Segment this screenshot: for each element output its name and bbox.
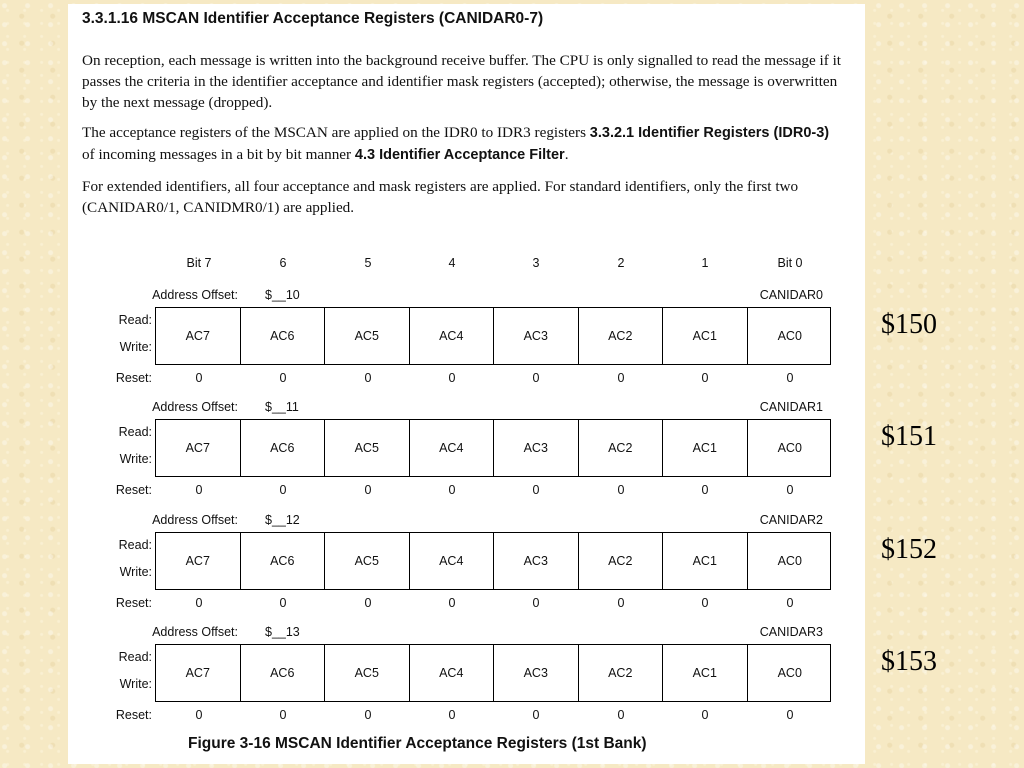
register-address: $150 (881, 309, 937, 340)
bit-cell: AC7 (156, 645, 241, 701)
address-offset-label: Address Offset: (152, 288, 238, 302)
extended-identifiers-paragraph: For extended identifiers, all four acceptance and mask registers are applied. For standard identifiers, only the first two (CANIDAR0/1, CANIDMR0/1) are applied. (82, 178, 799, 216)
register-name: CANIDAR3 (759, 625, 823, 639)
reset-value: 0 (195, 596, 203, 610)
write-label: Write: (119, 565, 152, 579)
bit-cell: AC5 (325, 420, 410, 476)
reset-value: 0 (279, 596, 287, 610)
bit-cell: AC5 (325, 308, 410, 364)
reset-label: Reset: (115, 596, 152, 610)
address-offset-value: $__11 (265, 400, 299, 414)
reset-value: 0 (279, 708, 287, 722)
reset-value: 0 (786, 596, 794, 610)
register-address: $152 (881, 534, 937, 565)
reset-label: Reset: (115, 371, 152, 385)
reset-value: 0 (448, 483, 456, 497)
write-label: Write: (119, 340, 152, 354)
address-offset-label: Address Offset: (152, 400, 238, 414)
bit-cell: AC3 (494, 420, 579, 476)
filter-reference: 4.3 Identifier Acceptance Filter (354, 147, 565, 163)
bit-header: 2 (617, 256, 625, 270)
address-offset-value: $__12 (265, 513, 300, 527)
reset-value: 0 (364, 708, 372, 722)
bit-cell: AC1 (663, 533, 748, 589)
reset-value: 0 (279, 483, 287, 497)
bit-cell: AC7 (156, 308, 241, 364)
bit-header: 1 (701, 256, 709, 270)
reset-value: 0 (617, 371, 625, 385)
bit-cell: AC6 (241, 308, 326, 364)
address-offset-value: $__13 (265, 625, 300, 639)
bit-cell: AC0 (777, 329, 802, 343)
bit-header: 3 (532, 256, 540, 270)
address-offset-label: Address Offset: (152, 513, 238, 527)
register-box (155, 307, 831, 365)
bit-cell: AC4 (410, 420, 495, 476)
reset-value: 0 (279, 371, 287, 385)
read-label: Read: (118, 425, 152, 439)
reset-value: 0 (448, 596, 456, 610)
bit-cell: AC7 (156, 533, 241, 589)
reset-label: Reset: (115, 708, 152, 722)
reset-value: 0 (701, 483, 709, 497)
reset-value: 0 (786, 371, 794, 385)
bit-cell: AC6 (241, 645, 326, 701)
bit-cell: AC4 (410, 645, 495, 701)
bit-cell: AC2 (579, 308, 664, 364)
bit-cell: AC3 (494, 308, 579, 364)
bit-cell: AC2 (579, 645, 664, 701)
reset-value: 0 (617, 596, 625, 610)
register-address: $151 (881, 421, 937, 452)
bit-cell: AC2 (579, 533, 664, 589)
bit-cell: AC6 (241, 420, 326, 476)
register-box (155, 644, 831, 702)
read-label: Read: (118, 538, 152, 552)
reset-value: 0 (532, 371, 540, 385)
section-title: 3.3.1.16 MSCAN Identifier Acceptance Registers (CANIDAR0-7) (82, 10, 544, 27)
reset-value: 0 (364, 596, 372, 610)
bit-cell: AC3 (494, 645, 579, 701)
write-label: Write: (119, 452, 152, 466)
bit-cell: AC0 (777, 441, 802, 455)
figure-caption: Figure 3-16 MSCAN Identifier Acceptance Registers (1st Bank) (188, 735, 647, 752)
idr-reference: 3.3.2.1 Identifier Registers (IDR0-3) (589, 125, 830, 141)
bit-header: 5 (364, 256, 372, 270)
register-name: CANIDAR2 (759, 513, 823, 527)
bit-cell: AC0 (777, 666, 802, 680)
address-offset-label: Address Offset: (152, 625, 238, 639)
reset-value: 0 (195, 371, 203, 385)
bit-cell: AC7 (156, 420, 241, 476)
bit-cell: AC1 (663, 645, 748, 701)
reset-value: 0 (448, 708, 456, 722)
acceptance-paragraph (82, 122, 842, 166)
reset-value: 0 (195, 483, 203, 497)
bit-cell: AC5 (325, 645, 410, 701)
address-offset-value: $__10 (265, 288, 300, 302)
reset-value: 0 (786, 708, 794, 722)
bit-cell: AC4 (410, 308, 495, 364)
reset-value: 0 (617, 483, 625, 497)
reset-value: 0 (195, 708, 203, 722)
bit-header: Bit 7 (186, 256, 212, 270)
reset-value: 0 (532, 708, 540, 722)
bit-cell: AC4 (410, 533, 495, 589)
reset-value: 0 (364, 483, 372, 497)
bit-header: Bit 0 (777, 256, 803, 270)
read-label: Read: (118, 313, 152, 327)
register-name: CANIDAR1 (759, 400, 823, 414)
paragraph-text: . (564, 146, 569, 163)
register-box (155, 532, 831, 590)
reset-value: 0 (701, 596, 709, 610)
bit-cell: AC3 (494, 533, 579, 589)
bit-cell: AC0 (777, 554, 802, 568)
reset-value: 0 (701, 371, 709, 385)
reset-value: 0 (701, 708, 709, 722)
reset-value: 0 (364, 371, 372, 385)
reset-value: 0 (786, 483, 794, 497)
paragraph-text: The acceptance registers of the MSCAN are applied on the IDR0 to IDR3 registers (82, 124, 590, 141)
bit-cell: AC6 (241, 533, 326, 589)
register-name: CANIDAR0 (759, 288, 823, 302)
bit-cell: AC1 (663, 308, 748, 364)
bit-header: 4 (448, 256, 456, 270)
reset-value: 0 (532, 596, 540, 610)
reset-label: Reset: (115, 483, 152, 497)
register-box (155, 419, 831, 477)
bit-cell: AC2 (579, 420, 664, 476)
reset-value: 0 (532, 483, 540, 497)
bit-cell: AC1 (663, 420, 748, 476)
paragraph-text: of incoming messages in a bit by bit manner (82, 146, 355, 163)
reset-value: 0 (617, 708, 625, 722)
bit-cell: AC5 (325, 533, 410, 589)
bit-header: 6 (279, 256, 287, 270)
datasheet-page (68, 4, 865, 764)
read-label: Read: (118, 650, 152, 664)
write-label: Write: (119, 677, 152, 691)
register-address: $153 (881, 646, 937, 677)
reception-paragraph: On reception, each message is written into the background receive buffer. The CPU is only signalled to read the message if it passes the criteria in the identifier acceptance and identifier mask registers (accepted); otherwise, the message is overwritten by the next message (dropped). (82, 52, 842, 111)
reset-value: 0 (448, 371, 456, 385)
